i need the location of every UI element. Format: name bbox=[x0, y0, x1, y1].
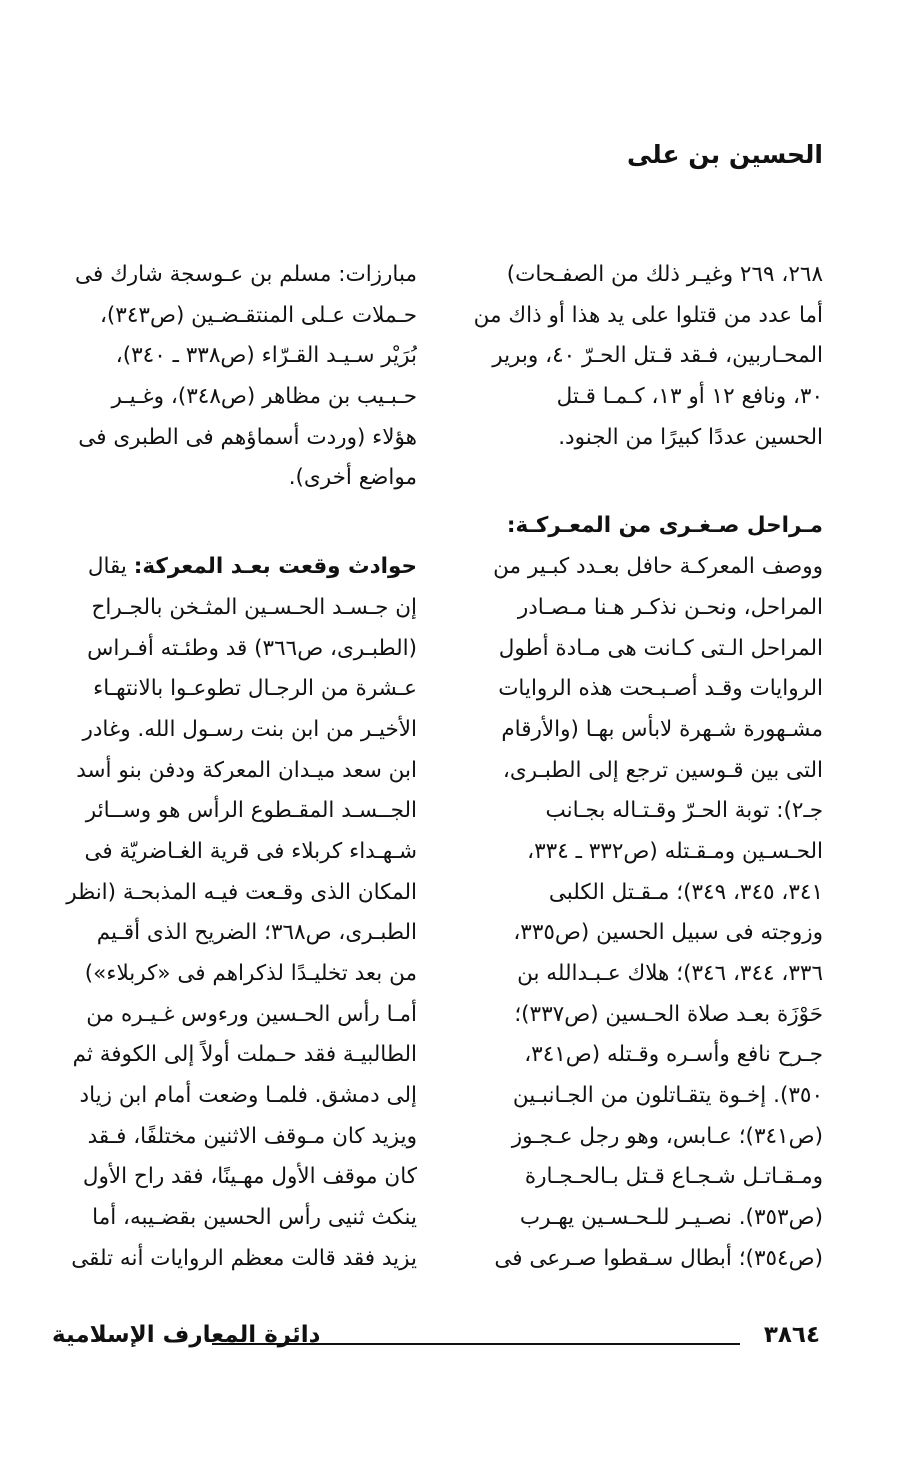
text-line: عـشرة من الرجـال تطوعـوا بالانتهـاء bbox=[93, 676, 417, 702]
text-line: من بعد تخليـدًا لذكراهم فى «كربلاء») bbox=[84, 961, 417, 986]
text-line: يزيد فقد قالت معظم الروايات أنه تلقى bbox=[71, 1245, 417, 1271]
text-line: (ص٣٥٤)؛ أبطال سـقطوا صـرعى فى bbox=[494, 1245, 823, 1271]
text-line: الجــسـد المقـطوع الرأس هو وســائر bbox=[85, 798, 417, 824]
text-line: ٣٣٦، ٣٤٤، ٣٤٦)؛ هلاك عـبـدالله بن bbox=[517, 961, 823, 986]
text-line: وزوجته فى سبيل الحسين (ص٣٣٥، bbox=[513, 920, 823, 946]
paragraph-gap bbox=[463, 458, 823, 506]
page-footer bbox=[52, 1322, 820, 1362]
running-head: الحسين بن على bbox=[627, 140, 823, 169]
text-line: مشـهورة شـهرة لابأس بهـا (والأرقام bbox=[501, 716, 823, 742]
text-line: المحـاربين، فـقد قـتل الحـرّ ٤٠، وبرير bbox=[492, 343, 823, 369]
text-line: ابن سعد ميـدان المعركة ودفن بنو أسد bbox=[76, 757, 417, 783]
text-line: حَوْزَة بعـد صلاة الحـسين (ص٣٣٧)؛ bbox=[514, 1001, 823, 1027]
section-heading: حوادث وقعت بعـد المعركة: bbox=[133, 554, 417, 580]
text-line: كان موقف الأول مهـينًا، فقد راح الأول bbox=[82, 1164, 417, 1190]
text-line: ٣٤١، ٣٤٥، ٣٤٩)؛ مـقـتل الكلبى bbox=[548, 879, 823, 905]
text-line: الروايات وقـد أصـبـحت هذه الروايات bbox=[498, 676, 823, 702]
text-line: (ص٣٥٣). نصـيـر للـحـسـين يهـرب bbox=[519, 1205, 823, 1231]
text-line: (ص٣٤١)؛ عـابس، وهو رجل عـجـوز bbox=[511, 1123, 823, 1149]
text-line: جـ٢): توبة الحـرّ وقـتـاله بجـانب bbox=[545, 798, 823, 824]
text-line: الطالبيـة فقد حـملت أولاً إلى الكوفة ثم bbox=[72, 1042, 417, 1068]
text-line: المراحل الـتى كـانت هى مـادة أطول bbox=[498, 635, 823, 661]
text-line: أمـا رأس الحـسين ورءوس غـيـره من bbox=[86, 1001, 417, 1027]
text-line: الحـسـين ومـقـتله (ص٣٣٢ ـ ٣٣٤، bbox=[527, 838, 823, 864]
text-line: المراحل، ونحـن نذكـر هـنا مـصـادر bbox=[517, 594, 823, 620]
text-line: ٢٦٨، ٢٦٩ وغيـر ذلك من الصفـحات) bbox=[506, 262, 823, 287]
text-line: ينكث ثنيى رأس الحسين بقضـيبه، أما bbox=[92, 1205, 417, 1231]
text-line: المكان الذى وقـعت فيـه المذبحـة (انظر bbox=[66, 879, 417, 905]
paragraph-gap bbox=[52, 499, 417, 547]
text-line: بُرَيْر سـيـد القـرّاء (ص٣٣٨ ـ ٣٤٠)، bbox=[115, 343, 417, 369]
text-line: ٣٠، ونافع ١٢ أو ١٣، كـمـا قـتل bbox=[556, 384, 823, 410]
text-line: ويزيد كان مـوقف الاثنين مختلفًا، فـقد bbox=[87, 1123, 417, 1149]
text-line: التى بين قـوسين ترجع إلى الطبـرى، bbox=[502, 757, 823, 783]
heading-line bbox=[52, 547, 417, 588]
left-column bbox=[52, 255, 417, 1280]
text-line: ٣٥٠). إخـوة يتقـاتلون من الجـانبـين bbox=[512, 1083, 823, 1109]
text-line: الحسين عددًا كبيرًا من الجنود. bbox=[558, 424, 823, 450]
text-line: الطبـرى، ص٣٦٨؛ الضريح الذى أقـيم bbox=[96, 920, 417, 946]
right-column bbox=[463, 255, 823, 1280]
text-line: مبارزات: مسلم بن عـوسجة شارك فى bbox=[75, 262, 417, 287]
text-line: شـهـداء كربلاء فى قرية الغـاضريّة فى bbox=[84, 838, 417, 864]
text-run: يقال bbox=[87, 554, 134, 580]
text-line: ووصف المعركـة حافل بعـدد كبـير من bbox=[493, 554, 823, 580]
text-line: جـرح نافع وأسـره وقـتله (ص٣٤١، bbox=[524, 1042, 823, 1068]
text-line: حـبـيب بن مظاهر (ص٣٤٨)، وغـيـر bbox=[111, 384, 417, 410]
journal-title: دائرة المعارف الإسلامية bbox=[52, 1322, 321, 1348]
text-line: هؤلاء (وردت أسماؤهم فى الطبرى فى bbox=[78, 424, 417, 450]
text-line: إن جـسـد الحـسـين المثـخن بالجـراح bbox=[91, 594, 417, 620]
text-line: (الطبـرى، ص٣٦٦) قد وطئـته أفـراس bbox=[87, 635, 417, 661]
text-line: إلى دمشق. فلمـا وضعت أمام ابن زياد bbox=[79, 1083, 417, 1109]
page-number: ٣٨٦٤ bbox=[763, 1322, 820, 1348]
text-line: حـملات عـلى المنتقـضـين (ص٣٤٣)، bbox=[99, 302, 417, 328]
text-line: أما عدد من قتلوا على يد هذا أو ذاك من bbox=[473, 302, 823, 328]
text-line: الأخيـر من ابن بنت رسـول الله. وغادر bbox=[82, 716, 417, 742]
text-line: ومـقـاتـل شـجـاع قـتل بـالحـجـارة bbox=[524, 1164, 823, 1190]
text-line: مواضع أخرى). bbox=[288, 465, 417, 491]
section-heading: مـراحل صـغـرى من المعـركـة: bbox=[506, 513, 823, 539]
